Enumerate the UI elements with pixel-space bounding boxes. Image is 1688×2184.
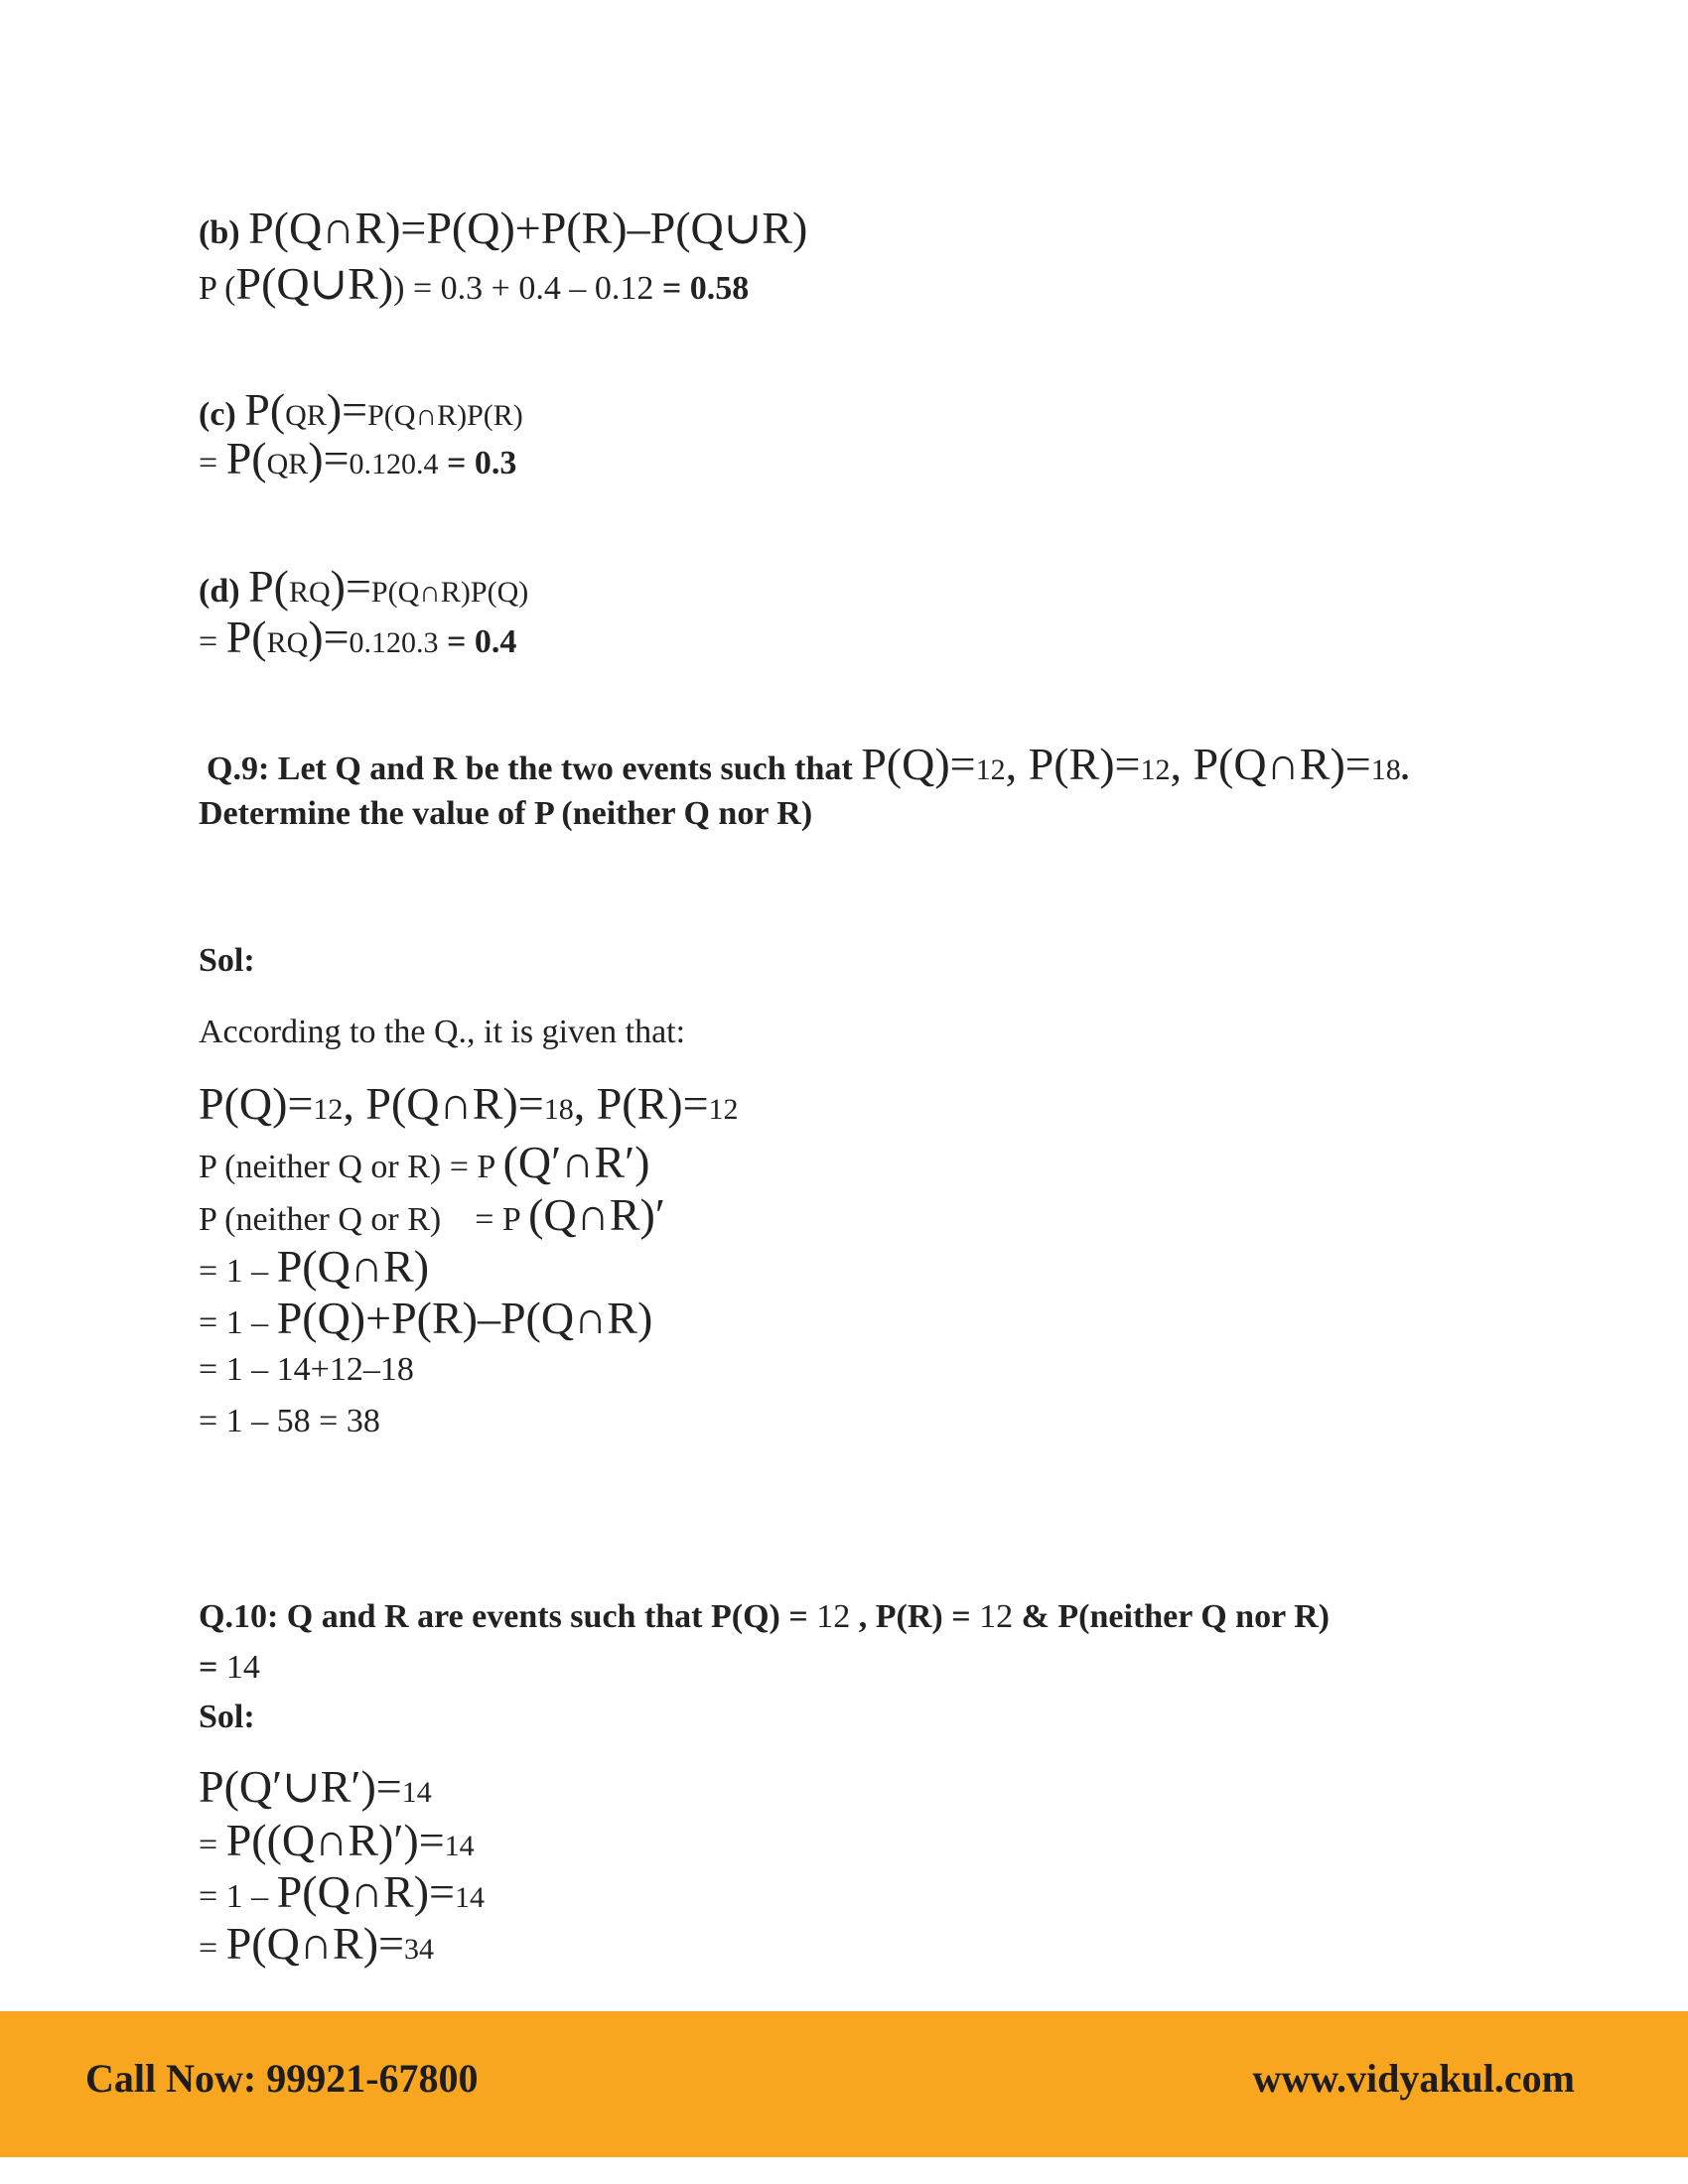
q9-question-line-1 — [207, 737, 1409, 791]
part-c-calc-small: QR — [266, 448, 309, 480]
q9-pr-value: 12 — [1140, 753, 1171, 786]
q10-step-3-eq: = 1 – — [199, 1878, 277, 1915]
call-now-text[interactable]: Call Now: 99921-67800 — [85, 2056, 479, 2101]
part-c-lhs: P( — [244, 384, 286, 435]
part-d-rhs: P(Q∩R)P(Q) — [370, 576, 529, 609]
q9-given-pr: , P(R)= — [573, 1078, 709, 1129]
part-d-calc-eq2: = — [438, 623, 475, 660]
q9-given-pqr-value: 18 — [543, 1093, 574, 1126]
website-link[interactable]: www.vidyakul.com — [1252, 2056, 1575, 2101]
q10-step-2-eq: = — [199, 1827, 226, 1863]
q9-step-1 — [199, 1135, 649, 1189]
part-d-mid: )= — [330, 561, 371, 612]
q9-given-pr-value: 12 — [708, 1093, 739, 1126]
q10-step-3 — [199, 1864, 485, 1919]
q9-step-3 — [199, 1239, 429, 1294]
part-c-lhs-small: QR — [285, 399, 327, 432]
q9-pq: P(Q)= — [861, 739, 976, 789]
q9-step-1-math: (Q′∩R′) — [502, 1137, 650, 1187]
q10-question-line-1 — [199, 1597, 1330, 1638]
part-d-lhs-small: RQ — [288, 576, 331, 609]
part-c-result: 0.3 — [474, 445, 517, 481]
q9-step-4-text: = 1 – — [199, 1304, 277, 1341]
q10-step-4-math: P(Q∩R)= — [225, 1918, 404, 1969]
q9-given-pq: P(Q)= — [199, 1078, 314, 1129]
q9-given-pq-value: 12 — [313, 1093, 344, 1126]
q10-part-1: Q.10: Q and R are events such that P(Q) = — [199, 1598, 817, 1635]
part-b-result: 0.58 — [689, 270, 750, 307]
q9-pqr: , P(Q∩R)= — [1170, 739, 1371, 789]
q9-pq-value: 12 — [975, 753, 1006, 786]
q10-line-2-eq: = — [199, 1649, 226, 1686]
q10-step-3-math: P(Q∩R)= — [276, 1866, 455, 1917]
part-d-calc-line — [199, 610, 516, 664]
q10-value-2: 12 — [979, 1598, 1014, 1635]
part-c-calc-eq: = — [199, 445, 226, 481]
part-c-calc-line — [199, 431, 516, 485]
part-b-formula-line — [199, 201, 807, 255]
q9-step-2-text: P (neither Q or R) = P — [199, 1201, 529, 1238]
part-d-calc-mid: )= — [308, 612, 350, 662]
part-d-formula-line — [199, 559, 528, 614]
q9-pqr-value: 18 — [1370, 753, 1401, 786]
q9-intro: According to the Q., it is given that: — [199, 1014, 686, 1050]
q9-pr: , P(R)= — [1005, 739, 1141, 789]
q9-step-5: = 1 – 14+12–18 — [199, 1351, 414, 1388]
q9-step-2 — [199, 1187, 665, 1242]
q10-step-1 — [199, 1759, 432, 1814]
q10-line-2-value: 14 — [225, 1649, 260, 1686]
q9-step-2-math: (Q∩R)′ — [528, 1189, 665, 1240]
q10-sol-label: Sol: — [199, 1699, 255, 1735]
q9-step-4 — [199, 1291, 652, 1345]
part-d-calc-eq: = — [199, 623, 226, 660]
part-c-label: (c) — [199, 396, 236, 433]
q9-step-6: = 1 – 58 = 38 — [199, 1403, 380, 1439]
q10-question-line-2 — [199, 1648, 260, 1689]
q9-given-pqr: , P(Q∩R)= — [343, 1078, 544, 1129]
part-b-label: (b) — [199, 214, 240, 251]
part-c-mid: )= — [326, 384, 368, 435]
q10-value-1: 12 — [816, 1598, 851, 1635]
part-d-calc-expr: P( — [225, 612, 267, 662]
q10-part-3: & P(neither Q nor R) — [1013, 1598, 1330, 1635]
part-b-calc-values: ) = 0.3 + 0.4 – 0.12 — [393, 270, 654, 307]
part-b-calc-prefix: P ( — [199, 270, 236, 307]
q10-step-1-value: 14 — [401, 1776, 432, 1809]
part-d-lhs: P( — [248, 561, 289, 612]
part-d-calc-val: 0.120.3 — [349, 626, 439, 659]
part-d-label: (d) — [199, 573, 240, 610]
part-d-calc-small: RQ — [266, 626, 309, 659]
q9-prefix: Q.9: Let Q and R be the two events such that — [207, 751, 862, 787]
q9-period: . — [1400, 751, 1410, 787]
q10-step-4-value: 34 — [403, 1933, 434, 1966]
part-b-calc-eq: = — [653, 270, 690, 307]
q10-step-3-value: 14 — [454, 1881, 485, 1914]
part-b-calc-line — [199, 256, 749, 311]
q10-step-4 — [199, 1916, 434, 1971]
q10-step-2-math: P((Q∩R)′)= — [225, 1815, 445, 1865]
part-c-calc-expr: P( — [225, 433, 267, 483]
q10-step-4-eq: = — [199, 1930, 226, 1967]
q10-part-2: , P(R) = — [850, 1598, 980, 1635]
q9-step-3-math: P(Q∩R) — [276, 1241, 430, 1292]
q9-sol-label: Sol: — [199, 942, 255, 979]
part-b-calc-expr: P(Q∪R) — [235, 258, 394, 309]
q9-step-1-text: P (neither Q or R) = P — [199, 1149, 503, 1185]
q10-step-1-math: P(Q′∪R′)= — [199, 1761, 402, 1812]
part-c-calc-val: 0.120.4 — [349, 448, 439, 480]
part-c-calc-mid: )= — [308, 433, 350, 483]
footer-banner — [0, 2011, 1688, 2157]
part-b-formula: P(Q∩R)=P(Q)+P(R)–P(Q∪R) — [248, 203, 808, 253]
q9-given-line — [199, 1076, 739, 1131]
part-c-formula-line — [199, 382, 523, 437]
q9-question-line-2: Determine the value of P (neither Q nor R) — [199, 795, 813, 832]
part-d-result: 0.4 — [474, 623, 517, 660]
q10-step-2 — [199, 1813, 475, 1867]
q9-step-3-text: = 1 – — [199, 1253, 277, 1290]
q9-step-4-math: P(Q)+P(R)–P(Q∩R) — [276, 1293, 653, 1343]
part-c-calc-eq2: = — [438, 445, 475, 481]
q10-step-2-value: 14 — [444, 1830, 475, 1862]
part-c-rhs: P(Q∩R)P(R) — [367, 399, 523, 432]
